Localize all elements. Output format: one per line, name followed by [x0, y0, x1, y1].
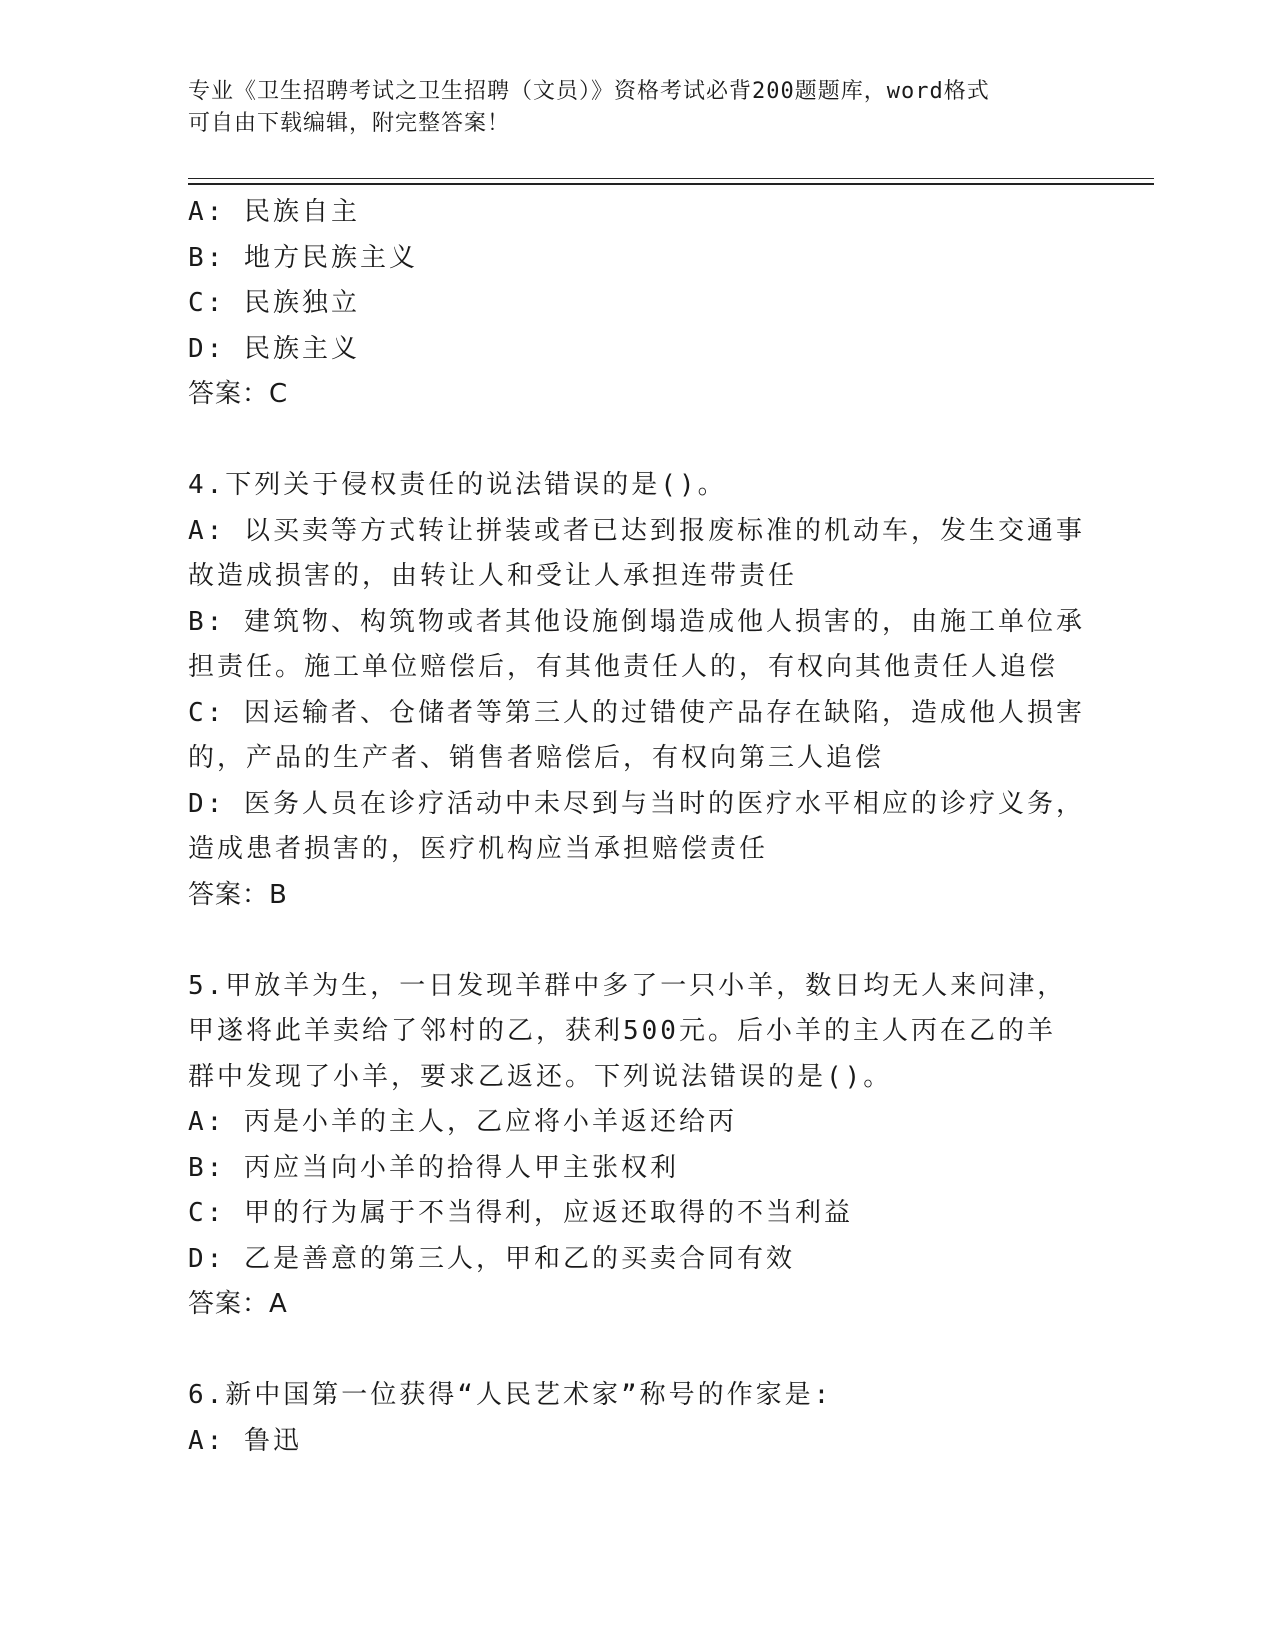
- q4-answer: 答案：B: [188, 879, 288, 910]
- q3-option-b: B: 地方民族主义: [188, 242, 418, 273]
- q4-option-b-line-1: B: 建筑物、构筑物或者其他设施倒塌造成他人损害的，由施工单位承: [188, 606, 1085, 637]
- q4-option-d-line-2: 造成患者损害的，医疗机构应当承担赔偿责任: [188, 834, 769, 864]
- question-3: [188, 190, 1088, 418]
- header-line-2: 可自由下载编辑，附完整答案！: [188, 111, 511, 136]
- q4-stem: 4.下列关于侵权责任的说法错误的是()。: [188, 470, 727, 500]
- q6-stem: 6.新中国第一位获得“人民艺术家”称号的作家是:: [188, 1380, 833, 1410]
- q4-option-b-line-2: 担责任。施工单位赔偿后，有其他责任人的，有权向其他责任人追偿: [188, 652, 1059, 682]
- question-4: [188, 463, 1088, 918]
- q3-option-d: D: 民族主义: [188, 333, 360, 364]
- q4-option-d-line-1: D: 医务人员在诊疗活动中未尽到与当时的医疗水平相应的诊疗义务，: [188, 788, 1085, 819]
- q5-option-b: B: 丙应当向小羊的拾得人甲主张权利: [188, 1152, 679, 1183]
- document-header: [188, 76, 1068, 140]
- q5-stem-line-2: 甲遂将此羊卖给了邻村的乙，获利500元。后小羊的主人丙在乙的羊: [188, 1016, 1056, 1046]
- q4-option-a-line-1: A: 以买卖等方式转让拼装或者已达到报废标准的机动车，发生交通事: [188, 515, 1085, 546]
- q5-stem-line-3: 群中发现了小羊，要求乙返还。下列说法错误的是()。: [188, 1061, 893, 1092]
- question-6: [188, 1373, 1088, 1464]
- q4-option-c-line-2: 的，产品的生产者、销售者赔偿后，有权向第三人追偿: [188, 743, 885, 773]
- q5-option-a: A: 丙是小羊的主人，乙应将小羊返还给丙: [188, 1107, 737, 1137]
- q4-option-a-line-2: 故造成损害的，由转让人和受让人承担连带责任: [188, 561, 798, 591]
- q3-answer: 答案：C: [188, 379, 289, 409]
- q6-option-a: A: 鲁迅: [188, 1425, 302, 1456]
- spacer: [188, 1328, 1088, 1374]
- header-divider-thin: [188, 178, 1154, 179]
- q3-option-a: A: 民族自主: [188, 197, 360, 227]
- q4-option-c-line-1: C: 因运输者、仓储者等第三人的过错使产品存在缺陷，造成他人损害: [188, 697, 1085, 728]
- question-5: [188, 964, 1088, 1328]
- header-line-1: 专业《卫生招聘考试之卫生招聘（文员）》资格考试必背200题题库，word格式: [188, 79, 990, 104]
- q5-answer: 答案：A: [188, 1289, 288, 1319]
- q5-option-d: D: 乙是善意的第三人，甲和乙的买卖合同有效: [188, 1243, 795, 1274]
- q5-option-c: C: 甲的行为属于不当得利，应返还取得的不当利益: [188, 1198, 853, 1228]
- q5-stem-line-1: 5.甲放羊为生，一日发现羊群中多了一只小羊，数日均无人来问津，: [188, 970, 1067, 1001]
- spacer: [188, 418, 1088, 464]
- spacer: [188, 918, 1088, 964]
- q3-option-c: C: 民族独立: [188, 288, 360, 318]
- question-list: [188, 190, 1088, 1464]
- header-divider-thick: [188, 183, 1154, 185]
